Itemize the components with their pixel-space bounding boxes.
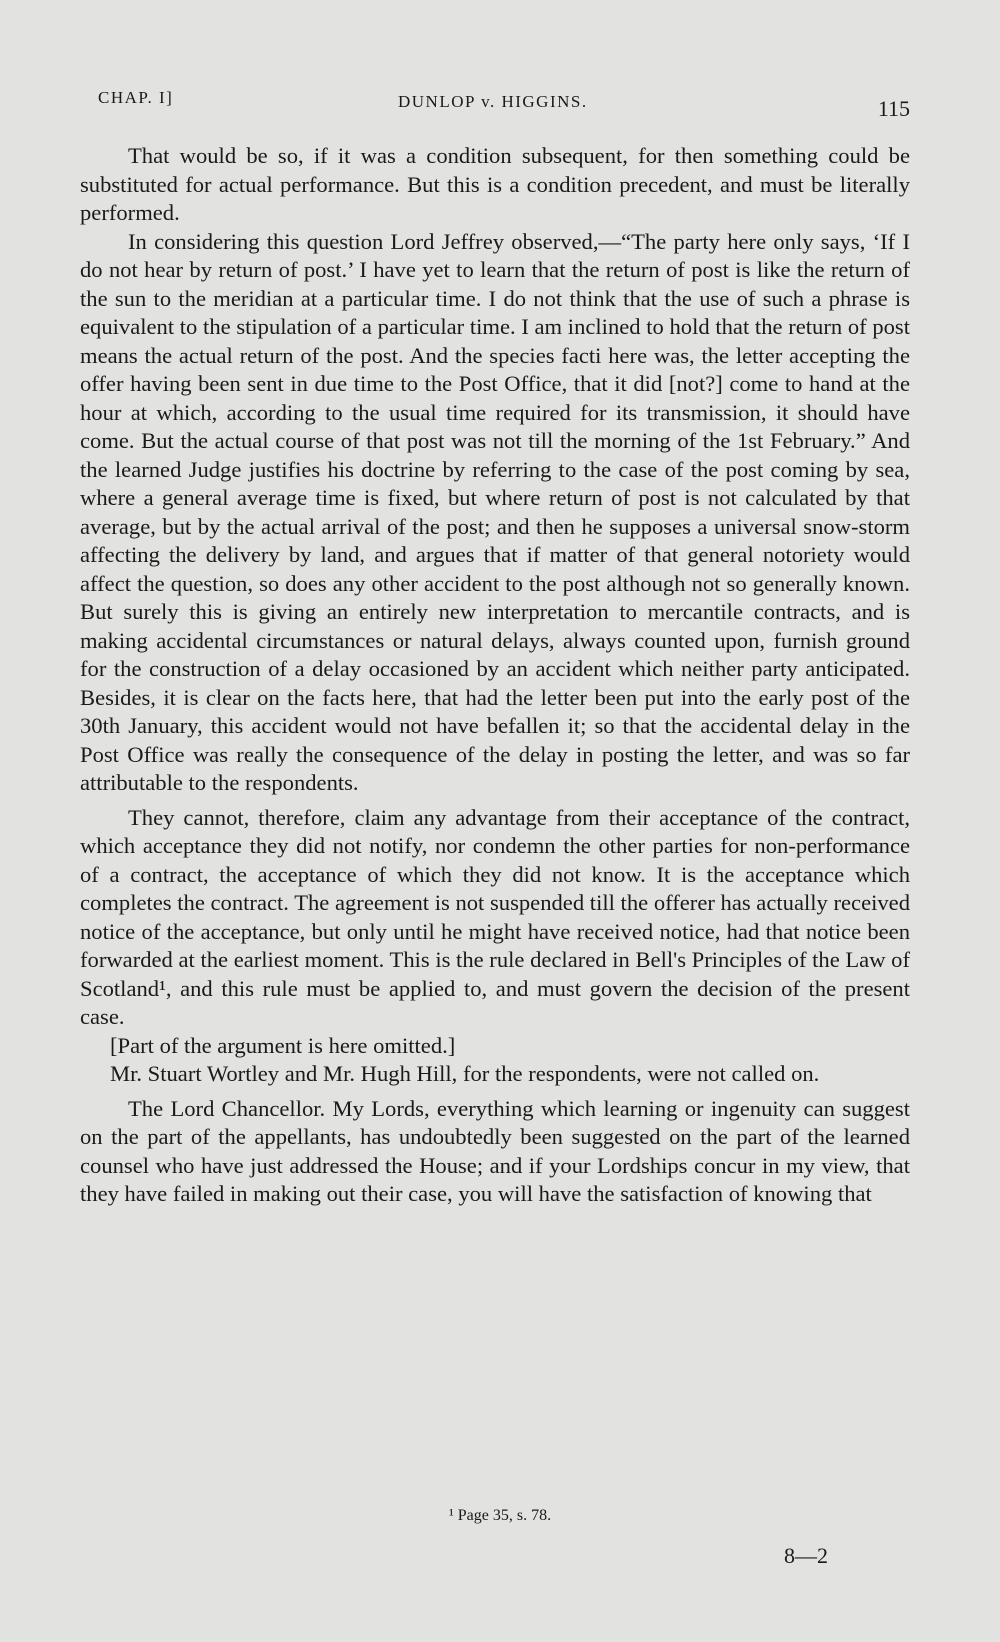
- paragraph-2: In considering this question Lord Jeffrey observed,—“The party here only says, ‘If I do not hear by return of post.’ I have yet to learn that the return of post is like the return of the sun to the meridian at a particular time. I do not think that the use of such a phrase is equivalent to the stipulation of a particular time. I am inclined to hold that the return of post means the actual return of the post. And the species facti here was, the letter accepting the offer having been sent in due time to the Post Office, that it did [not?] come to hand at the hour at which, according to the usual time required for its transmission, it should have come. But the actual course of that post was not till the morning of the 1st February.” And the learned Judge justifies his doctrine by referring to the case of the post coming by sea, where a general average time is fixed, but where return of post is not calculated by that average, but by the actual arrival of the post; and then he supposes a universal snow-storm affecting the delivery by land, and argues that if matter of that general notoriety would affect the question, so does any other accident to the post although not so generally known. But surely this is giving an entirely new interpretation to mercantile contracts, and is making accidental circumstances or natural delays, always counted upon, furnish ground for the construction of a delay occasioned by an accident which neither party anticipated. Besides, it is clear on the facts here, that had the letter been put into the early post of the 30th January, this accident would not have befallen it; so that the accidental delay in the Post Office was really the consequence of the delay in posting the letter, and was so far attributable to the respondents.: [80, 228, 910, 795]
- paragraph-1: That would be so, if it was a condition subsequent, for then something could be substituted for actual performance. But this is a condition precedent, and must be literally performed.: [80, 143, 910, 225]
- footnote: ¹ Page 35, s. 78.: [448, 1507, 552, 1524]
- paragraph-4: [Part of the argument is here omitted.]: [110, 1032, 456, 1058]
- chapter-label: CHAP. I]: [98, 88, 174, 107]
- paragraph-6: The Lord Chancellor. My Lords, everything which learning or ingenuity can suggest on the part of the appellants, has undoubtedly been suggested on the part of the learned counsel who have just addressed the House; and if your Lordships concur in my view, that they have failed in making out their case, you will have the satisfaction of knowing that: [80, 1095, 910, 1206]
- signature-mark: 8—2: [784, 1543, 828, 1568]
- paragraph-5: Mr. Stuart Wortley and Mr. Hugh Hill, for the respondents, were not called on.: [110, 1061, 820, 1086]
- paragraph-3: They cannot, therefore, claim any advantage from their acceptance of the contract, which acceptance they did not notify, nor condemn the other parties for non-performance of a contract, the acceptance of which they did not know. It is the acceptance which completes the contract. The agreement is not suspended till the offerer has actually received notice of the acceptance, but only until he might have received notice, had that notice been forwarded at the earliest moment. This is the rule declared in Bell's Principles of the Law of Scotland¹, and this rule must be applied to, and must govern the decision of the present case.: [80, 804, 910, 1029]
- page-number: 115: [877, 96, 910, 121]
- page-body: [80, 142, 910, 1209]
- running-title: DUNLOP v. HIGGINS.: [398, 92, 588, 111]
- running-header: [98, 88, 910, 128]
